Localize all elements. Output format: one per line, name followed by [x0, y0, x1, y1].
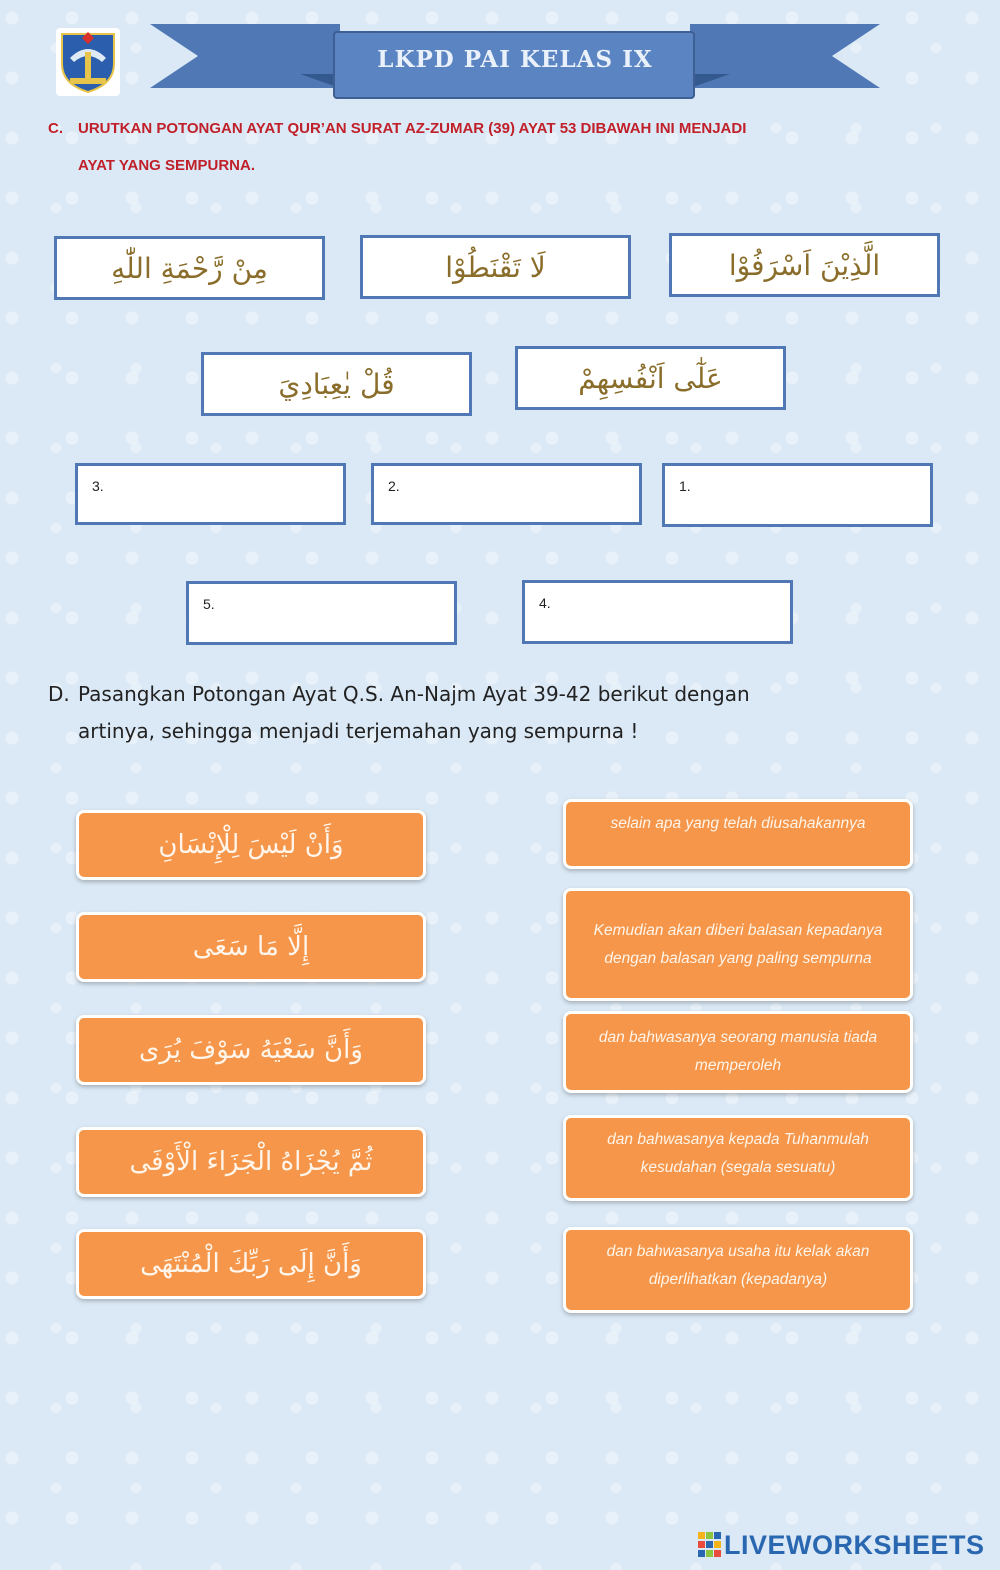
liveworksheets-logo-icon [698, 1532, 722, 1558]
translation-text: dan bahwasanya kepada Tuhanmulah kesudahan (segala sesuatu) [607, 1131, 869, 1176]
arabic-match-card[interactable] [76, 912, 426, 982]
section-d-instruction-line1: Pasangkan Potongan Ayat Q.S. An-Najm Ayat 39-42 berikut dengan [78, 682, 750, 706]
arabic-text: وَأَنْ لَيْسَ لِلْإِنْسَانِ [158, 830, 344, 860]
translation-match-card[interactable] [563, 888, 913, 1001]
answer-slot-number: 3. [92, 478, 104, 494]
answer-slot-number: 4. [539, 595, 551, 611]
ayah-fragment-card[interactable]: الَّذِيْنَ اَسْرَفُوْا [669, 233, 940, 297]
shield-emblem-icon [56, 28, 120, 96]
arabic-text: إِلَّا مَا سَعَى [192, 932, 310, 962]
arabic-match-card[interactable] [76, 1127, 426, 1197]
ayah-fragment-card[interactable]: قُلْ يٰعِبَادِيَ [201, 352, 472, 416]
answer-drop-zone[interactable] [662, 463, 933, 527]
arabic-text: وَأَنَّ سَعْيَهُ سَوْفَ يُرَى [139, 1035, 363, 1065]
arabic-match-card[interactable] [76, 1229, 426, 1299]
translation-match-card[interactable] [563, 1011, 913, 1093]
answer-drop-zone[interactable] [522, 580, 793, 644]
section-c-instruction-line2: AYAT YANG SEMPURNA. [78, 157, 255, 174]
translation-text: selain apa yang telah diusahakannya [610, 815, 866, 832]
translation-text: dan bahwasanya seorang manusia tiada memperoleh [598, 1029, 878, 1074]
answer-slot-number: 1. [679, 478, 691, 494]
answer-drop-zone[interactable] [75, 463, 346, 525]
arabic-text: ثُمَّ يُجْزَاهُ الْجَزَاءَ الْأَوْفَى [129, 1147, 373, 1177]
arabic-match-card[interactable] [76, 810, 426, 880]
section-c-instruction-line1: URUTKAN POTONGAN AYAT QUR’AN SURAT AZ-ZUMAR (39) AYAT 53 DIBAWAH INI MENJADI [78, 120, 747, 137]
arabic-match-card[interactable] [76, 1015, 426, 1085]
answer-drop-zone[interactable] [186, 581, 457, 645]
translation-match-card[interactable] [563, 799, 913, 869]
ayah-fragment-card[interactable]: مِنْ رَّحْمَةِ اللّٰهِ [54, 236, 325, 300]
ayah-fragment-card[interactable]: عَلٰٓى اَنْفُسِهِمْ [515, 346, 786, 410]
section-d-letter: D. [48, 682, 70, 706]
answer-slot-number: 2. [388, 478, 400, 494]
translation-text: dan bahwasanya usaha itu kelak akan diperlihatkan (kepadanya) [606, 1243, 870, 1288]
arabic-text: وَأَنَّ إِلَى رَبِّكَ الْمُنْتَهَى [140, 1249, 362, 1279]
translation-match-card[interactable] [563, 1115, 913, 1201]
answer-slot-number: 5. [203, 596, 215, 612]
answer-drop-zone[interactable] [371, 463, 642, 525]
section-c-letter: C. [48, 120, 63, 137]
translation-match-card[interactable] [563, 1227, 913, 1313]
school-logo [56, 28, 120, 96]
translation-text: Kemudian akan diberi balasan kepadanya dengan balasan yang paling sempurna [593, 921, 883, 967]
section-d-instruction-line2: artinya, sehingga menjadi terjemahan yang sempurna ! [78, 719, 639, 743]
liveworksheets-brand[interactable]: LIVEWORKSHEETS [724, 1530, 985, 1560]
ayah-fragment-card[interactable]: لَا تَقْنَطُوْا [360, 235, 631, 299]
page-title: LKPD PAI KELAS IX [377, 46, 653, 73]
